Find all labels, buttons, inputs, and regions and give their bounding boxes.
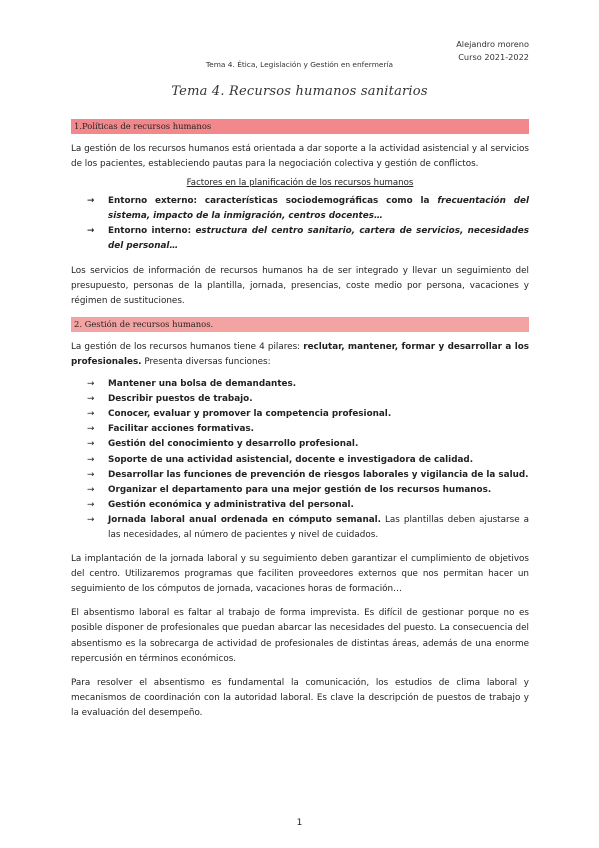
list-item [71, 437, 529, 452]
arrow-icon: → [87, 226, 95, 237]
intro-pillars: reclutar, mantener, formar y desarrollar a los profesionales. [71, 341, 529, 367]
list-item [71, 194, 529, 224]
paragraph-jornada: La implantación de la jornada laboral y su seguimiento deben garantizar el cumplimiento de objetivos del centro. Utilizaremos programas que faciliten proveedores externos que nos permitan hacer un seguimiento de los cómputos de jornada, vacaciones horas de formación… [71, 554, 529, 595]
page-number: 1 [296, 818, 303, 828]
function-item: Facilitar acciones formativas. [108, 424, 254, 435]
section1-closing: Los servicios de información de recursos humanos ha de ser integrado y llevar un seguimiento del presupuesto, personas de la plantilla, jornada, presencias, coste medio por persona, vacaciones y régimen de sustituciones. [71, 265, 529, 306]
function-label: Jornada laboral anual ordenada en cómputo semanal. [108, 514, 382, 525]
list-item [71, 377, 529, 392]
functions-list-last [71, 513, 529, 543]
section2-intro [71, 340, 529, 370]
arrow-icon: → [87, 424, 95, 435]
list-item [71, 392, 529, 407]
list-item [71, 453, 529, 468]
arrow-icon: → [87, 469, 95, 480]
list-item [71, 224, 529, 254]
list-item [71, 407, 529, 422]
arrow-icon: → [87, 484, 95, 495]
section-heading-1: 1.Políticas de recursos humanos [71, 119, 529, 134]
topic-title: Tema 4. Recursos humanos sanitarios [171, 84, 428, 99]
section-heading-2: 2. Gestión de recursos humanos. [71, 317, 529, 332]
function-item: Soporte de una actividad asistencial, docente e investigadora de calidad. [108, 454, 474, 465]
arrow-icon: → [87, 454, 95, 465]
author-name: Alejandro moreno [456, 39, 529, 49]
content-body [71, 119, 529, 721]
factor-label: Entorno interno: [108, 226, 192, 237]
paragraph-absentismo: El absentismo laboral es faltar al trabajo de forma imprevista. Es difícil de gestionar porque no es posible disponer de profesionales que puedan abarcar las necesidades del puesto. La consecuencia del absentismo es la sobrecarga de actividad de profesionales de distintas áreas, además de una enorme repercusión en términos económicos. [71, 608, 529, 664]
arrow-icon: → [87, 379, 95, 390]
factor-label: Entorno externo: [108, 196, 198, 207]
section1-intro: La gestión de los recursos humanos está orientada a dar soporte a la actividad asistencial y al servicios de los pacientes, estableciendo pautas para la negociación colectiva y gestión de conflictos. [71, 144, 529, 170]
function-item: Gestión del conocimiento y desarrollo profesional. [108, 439, 359, 450]
arrow-icon: → [87, 514, 95, 525]
function-item: Desarrollar las funciones de prevención de riesgos laborales y vigilancia de la salud. [108, 469, 529, 480]
factors-list [71, 194, 529, 254]
arrow-icon: → [87, 439, 95, 450]
function-item: Gestión económica y administrativa del personal. [108, 499, 354, 510]
list-item [71, 422, 529, 437]
list-item [71, 468, 529, 483]
arrow-icon: → [87, 394, 95, 405]
function-item: Describir puestos de trabajo. [108, 394, 253, 405]
paragraph-resolver: Para resolver el absentismo es fundamental la comunicación, los estudios de clima laboral y mecanismos de coordinación con la autoridad laboral. Es clave la descripción de puestos de trabajo y la evaluación del desempeño. [71, 677, 529, 718]
arrow-icon: → [87, 409, 95, 420]
function-item: Conocer, evaluar y promover la competencia profesional. [108, 409, 392, 420]
list-item [71, 483, 529, 498]
function-text: Las plantillas deben ajustarse a las necesidades, al número de pacientes y nivel de cuidados. [108, 514, 529, 540]
course-year: Curso 2021-2022 [458, 52, 529, 62]
factor-text-italic: estructura del centro sanitario, cartera de servicios, necesidades del personal… [108, 226, 529, 252]
subject-header: Tema 4. Ética, Legislación y Gestión en enfermería [205, 60, 394, 69]
factors-title: Factores en la planificación de los recursos humanos [186, 178, 414, 189]
list-item [71, 513, 529, 543]
arrow-icon: → [87, 499, 95, 510]
factor-text: características sociodemográficas como la [204, 196, 438, 207]
functions-list [71, 377, 529, 513]
intro-text-end: Presenta diversas funciones: [141, 356, 271, 367]
function-item: Mantener una bolsa de demandantes. [108, 379, 297, 390]
arrow-icon: → [87, 196, 95, 207]
intro-text: La gestión de los recursos humanos tiene 4 pilares: [71, 341, 304, 352]
factor-text-italic: frecuentación del sistema, impacto de la inmigración, centros docentes… [108, 196, 529, 222]
list-item [71, 498, 529, 513]
function-item: Organizar el departamento para una mejor gestión de los recursos humanos. [108, 484, 492, 495]
